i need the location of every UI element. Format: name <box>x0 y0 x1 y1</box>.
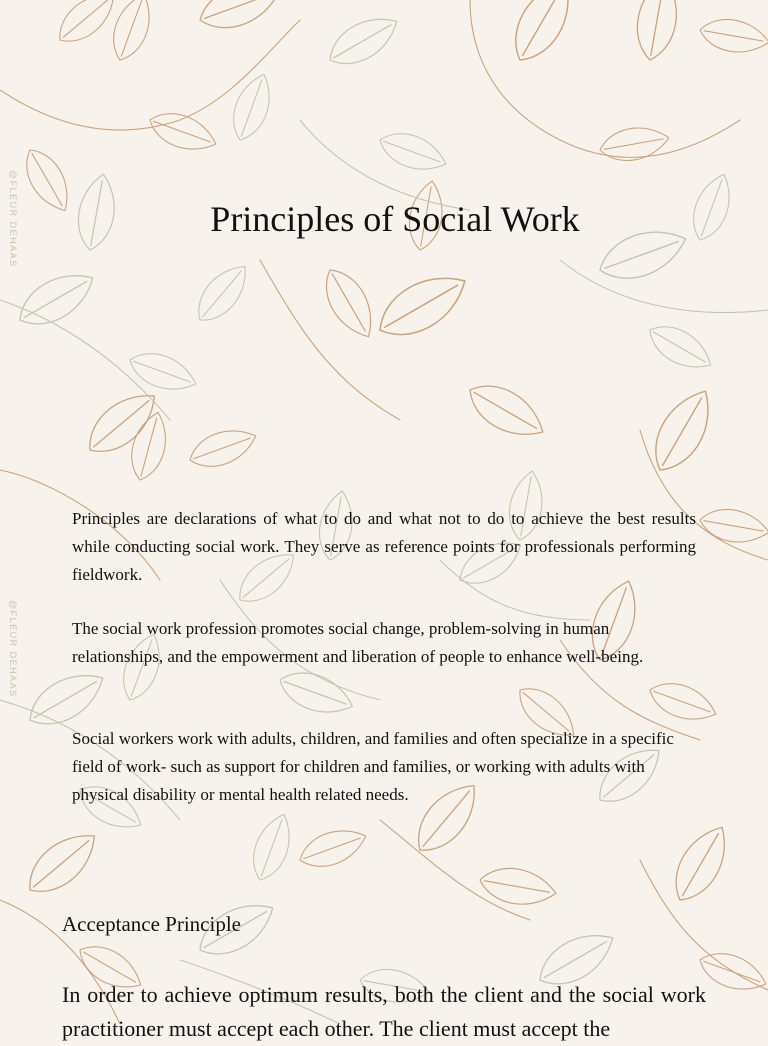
section-text: In order to achieve optimum results, both the client and the social work practitioner must accept each other. The client must accept the <box>62 982 706 1041</box>
section-heading: Acceptance Principle <box>62 912 241 936</box>
paragraph-principles-definition: Principles are declarations of what to do and what not to do to achieve the best results while conducting social work. They serve as reference points for professionals performing fieldwork. <box>72 509 696 584</box>
watermark: @FLEUR DEHAAS <box>8 170 18 268</box>
page-title: Principles of Social Work <box>210 199 580 239</box>
paragraph-profession-purpose: The social work profession promotes social change, problem-solving in human relationships, and the empowerment and liberation of people to enhance well-being. <box>72 619 644 666</box>
watermark: @FLEUR DEHAAS <box>8 600 18 698</box>
paragraph-social-workers-role: Social workers work with adults, children, and families and often specialize in a specific field of work- such as support for children and families, or working with adults with physical disability or mental health related needs. <box>72 729 674 804</box>
